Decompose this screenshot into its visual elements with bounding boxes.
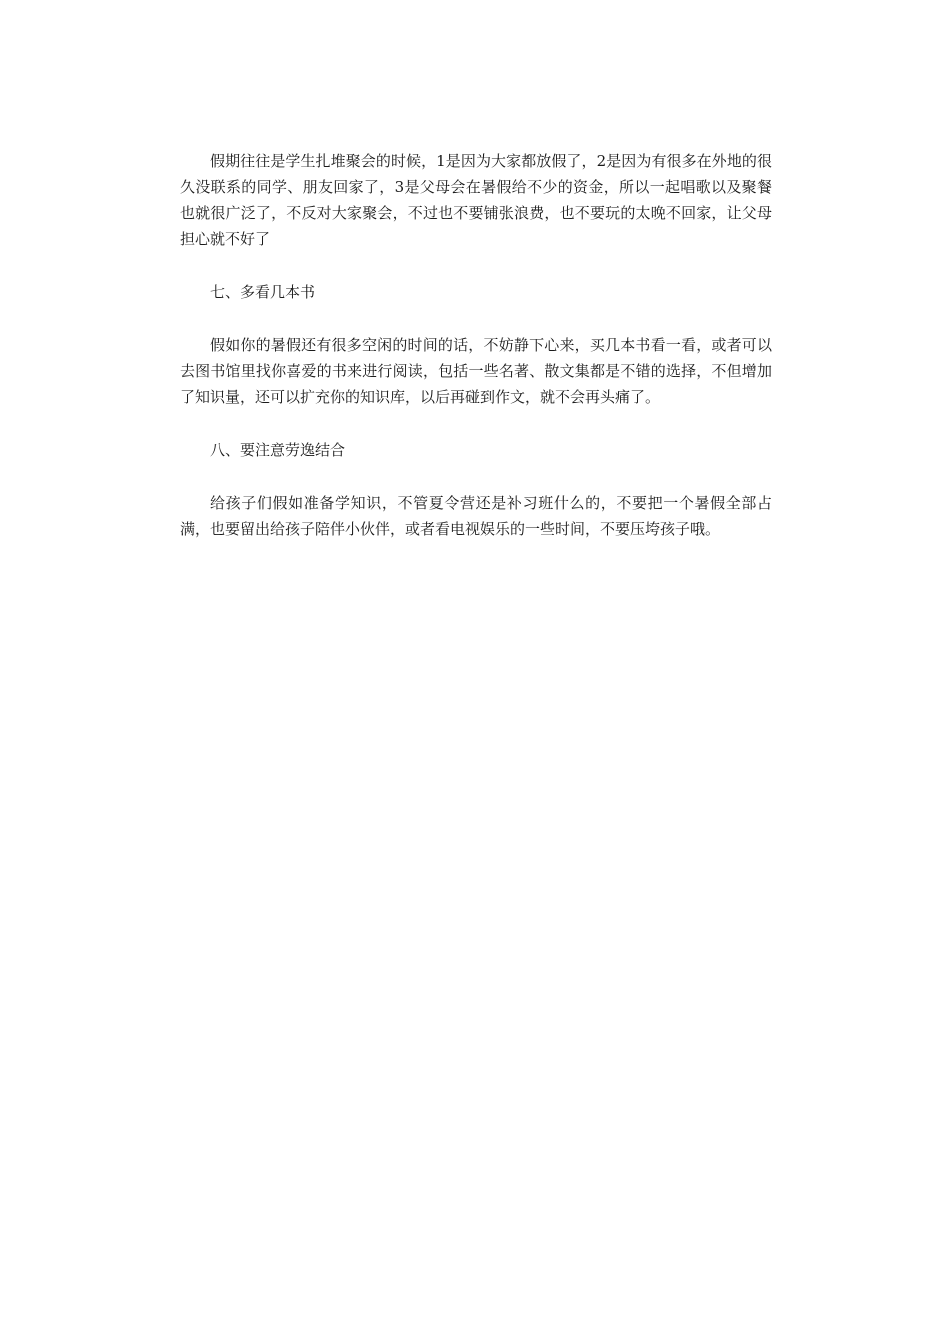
heading-work-rest-balance: 八、要注意劳逸结合 (210, 441, 346, 459)
paragraph-gatherings: 假期往往是学生扎堆聚会的时候，1是因为大家都放假了，2是因为有很多在外地的很久没联系的同学、朋友回家了，3是父母会在暑假给不少的资金，所以一起唱歌以及聚餐也就很广泛了，不反对大家聚会，不过也不要铺张浪费，也不要玩的太晚不回家，让父母担心就不好了 (180, 152, 772, 248)
heading-read-books: 七、多看几本书 (210, 283, 316, 301)
document-body (180, 148, 772, 542)
paragraph-read-books: 假如你的暑假还有很多空闲的时间的话，不妨静下心来，买几本书看一看，或者可以去图书馆里找你喜爱的书来进行阅读，包括一些名著、散文集都是不错的选择，不但增加了知识量，还可以扩充你的知识库，以后再碰到作文，就不会再头痛了。 (180, 336, 772, 406)
paragraph-work-rest-balance: 给孩子们假如准备学知识，不管夏令营还是补习班什么的，不要把一个暑假全部占满，也要留出给孩子陪伴小伙伴，或者看电视娱乐的一些时间，不要压垮孩子哦。 (180, 494, 772, 538)
